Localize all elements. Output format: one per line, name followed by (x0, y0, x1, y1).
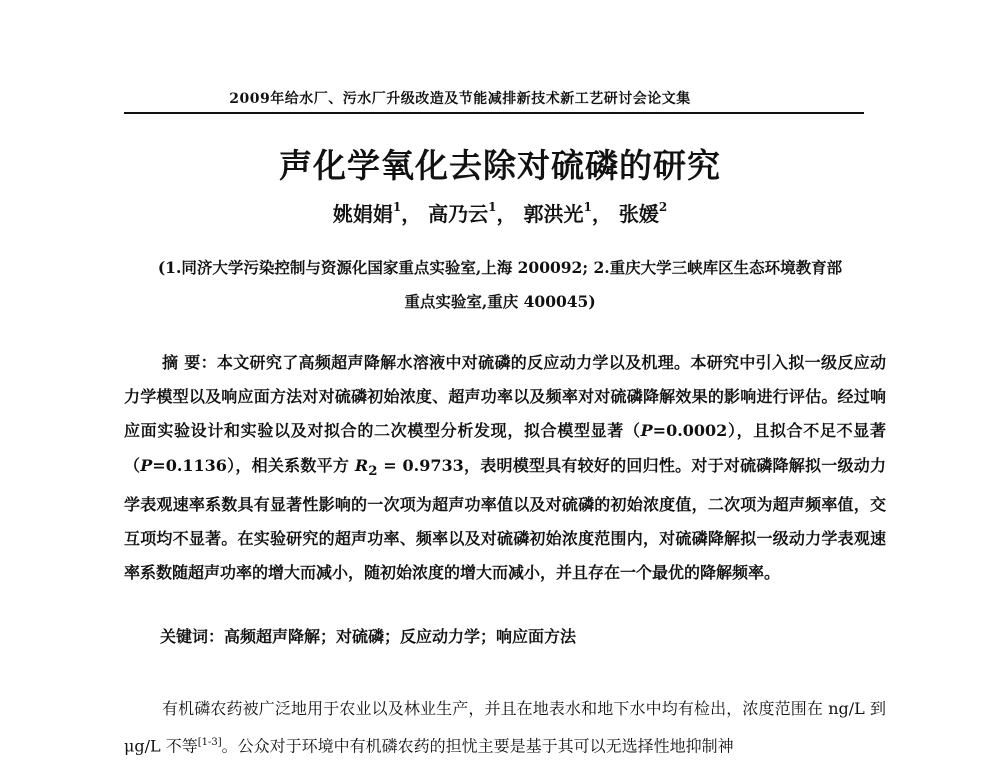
citation-ref: [1-3] (197, 737, 222, 748)
p-value-symbol: P (640, 421, 653, 441)
body-text: 。公众对于环境中有机磷农药的担忧主要是基于其可以无选择性地抑制神 (221, 736, 734, 756)
author-separator: ， (401, 202, 422, 226)
abstract-label: 摘 要 (162, 353, 201, 372)
affiliation-line: 重点实验室,重庆 400045) (404, 292, 596, 311)
abstract-label-colon: ： (200, 353, 217, 372)
abstract-text: ，表明模型具有较好的回归性。对于对硫磷降解拟一级动力学表观速率系数具有显著性影响的一次项为超声功率值以及对硫磷的初始浓度值，二次项为超声频率值，交互项均不显著。在实验研究的超声功率、频率以及对硫磷初始浓度范围内，对硫磷降解拟一级动力学表观速率系数随超声功率的增大而减小，随初始浓度的增大而减小，并且存在一个最优的降解频率。 (124, 455, 886, 583)
author-list (120, 198, 880, 227)
running-header: 2009年给水厂、污水厂升级改造及节能减排新技术新工艺研讨会论文集 (229, 91, 691, 107)
keywords (160, 624, 880, 647)
author-affiliation-mark: 1 (583, 200, 592, 215)
author-affiliation-mark: 1 (488, 200, 497, 215)
p-value: =0.1136 (152, 455, 227, 475)
paper-title: 声化学氧化去除对硫磷的研究 (279, 146, 721, 185)
p-value: =0.0002 (652, 421, 728, 441)
header-rule (124, 112, 864, 114)
author-name: 张媛 (618, 202, 659, 226)
abstract-text: 本文研究了高频超声降解水溶液中对硫磷的反应动力学以及机理。本研究中引入拟一级反应动力学模型以及响应面方法对对硫磷初始浓度、超声功率以及频率对对硫磷降解效果的影响进行评估。经过响应面实验设计和实验以及对拟合的二次模型分析发现，拟合模型显著（ (124, 353, 886, 441)
keywords-label-colon: ： (208, 627, 225, 646)
author-name: 姚娟娟 (332, 202, 393, 226)
affiliation-line: (1.同济大学污染控制与资源化国家重点实验室,上海 200092; 2.重庆大学三峡库区生态环境教育部 (157, 258, 843, 277)
author-name: 郭洪光 (523, 202, 584, 226)
abstract-text: ），且拟合不足不显著（ (124, 421, 886, 475)
body-text: 有机磷农药被广泛地用于农业以及林业生产，并且在地表水和地下水中均有检出，浓度范围在 ng/L 到 μg/L 不等 (124, 699, 886, 756)
abstract-text: ），相关系数平方 (226, 455, 355, 475)
r-squared-symbol: R (354, 455, 369, 475)
r-squared-subscript: 2 (368, 462, 378, 479)
author-separator: ， (591, 202, 612, 226)
r-squared-value: = 0.9733 (377, 455, 464, 475)
keywords-label: 关键词 (160, 627, 209, 646)
author-affiliation-mark: 2 (658, 200, 668, 215)
author-name: 高乃云 (428, 202, 489, 226)
abstract (124, 346, 886, 591)
author-separator: ， (496, 202, 517, 226)
p-value-symbol: P (140, 455, 153, 475)
keywords-terms: 高频超声降解；对硫磷；反应动力学；响应面方法 (224, 627, 577, 646)
author-affiliation-mark: 1 (392, 200, 402, 215)
body-paragraph (124, 692, 886, 763)
